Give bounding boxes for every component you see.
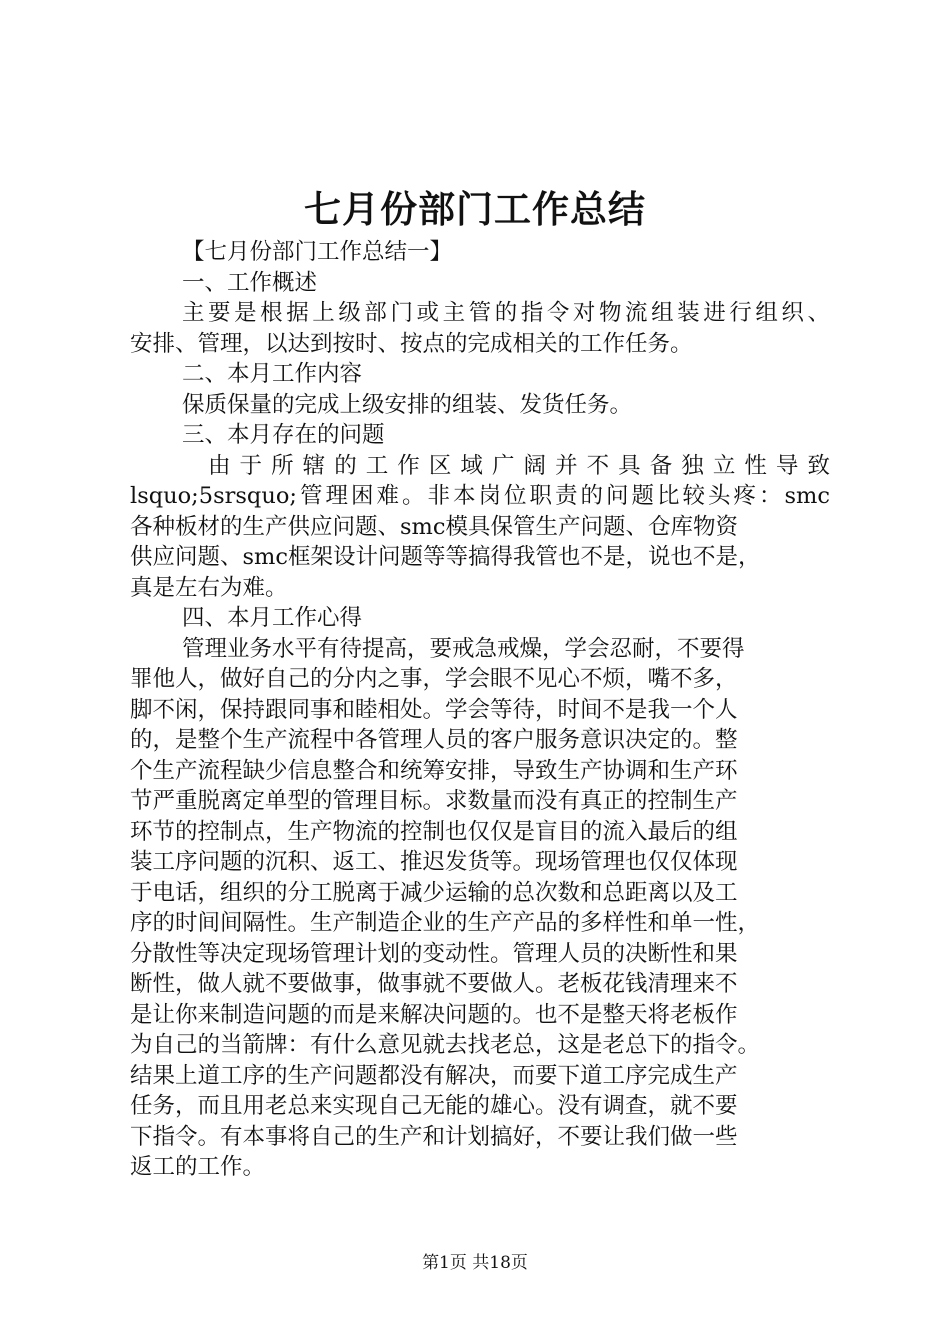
paragraph-line: 的，是整个生产流程中各管理人员的客户服务意识决定的。整 (130, 727, 738, 753)
section-heading: 四、本月工作心得 (182, 605, 363, 631)
paragraph-line: 供应问题、smc框架设计问题等等搞得我管也不是，说也不是， (130, 544, 761, 570)
paragraph-line: 结果上道工序的生产问题都没有解决，而要下道工序完成生产 (130, 1062, 738, 1089)
paragraph-line: 环节的控制点，生产物流的控制也仅仅是盲目的流入最后的组 (130, 818, 738, 845)
paragraph-line: 保质保量的完成上级安排的组装、发货任务。 (182, 391, 633, 418)
page-footer: 第1页 共18页 (422, 1253, 528, 1273)
paragraph-line: 各种板材的生产供应问题、smc模具保管生产问题、仓库物资 (130, 513, 738, 540)
paragraph-line: 罪他人，做好自己的分内之事，学会眼不见心不烦，嘴不多， (130, 666, 738, 692)
document-body (130, 237, 830, 1183)
section-heading: 三、本月存在的问题 (182, 422, 385, 448)
paragraph-line: lsquo;5srsquo;管理困难。非本岗位职责的问题比较头疼：smc (130, 483, 830, 509)
paragraph-line: 装工序问题的沉积、返工、推迟发货等。现场管理也仅仅体现 (130, 849, 738, 875)
paragraph-line: 节严重脱离定单型的管理目标。求数量而没有真正的控制生产 (130, 788, 738, 814)
section-heading: 一、工作概述 (182, 269, 318, 296)
paragraph-line: 下指令。有本事将自己的生产和计划搞好，不要让我们做一些 (130, 1123, 738, 1150)
paragraph-line: 序的时间间隔性。生产制造企业的生产产品的多样性和单一性， (130, 910, 761, 936)
section-heading: 【七月份部门工作总结一】 (182, 239, 453, 265)
paragraph-line: 于电话，组织的分工脱离于减少运输的总次数和总距离以及工 (130, 879, 738, 906)
paragraph-line: 为自己的当箭牌：有什么意见就去找老总，这是老总下的指令。 (130, 1032, 761, 1058)
page-title: 七月份部门工作总结 (304, 187, 646, 231)
paragraph-line: 分散性等决定现场管理计划的变动性。管理人员的决断性和果 (130, 940, 738, 967)
paragraph-line: 任务，而且用老总来实现自己无能的雄心。没有调查，就不要 (130, 1093, 738, 1119)
paragraph-line: 返工的工作。 (130, 1154, 266, 1180)
paragraph-line: 主要是根据上级部门或主管的指令对物流组装进行组织、 (182, 300, 830, 326)
section-heading: 二、本月工作内容 (182, 361, 363, 387)
paragraph-line: 脚不闲，保持跟同事和睦相处。学会等待，时间不是我一个人 (130, 696, 738, 723)
paragraph-line: 由于所辖的工作区域广阔并不具备独立性导致 (208, 452, 830, 479)
paragraph-line: 安排、管理，以达到按时、按点的完成相关的工作任务。 (130, 330, 693, 357)
paragraph-line: 断性，做人就不要做事，做事就不要做人。老板花钱清理来不 (130, 971, 738, 997)
paragraph-line: 是让你来制造问题的而是来解决问题的。也不是整天将老板作 (130, 1001, 738, 1028)
paragraph-line: 个生产流程缺少信息整合和统筹安排，导致生产协调和生产环 (130, 757, 738, 784)
paragraph-line: 管理业务水平有待提高，要戒急戒燥，学会忍耐，不要得 (182, 635, 745, 662)
paragraph-line: 真是左右为难。 (130, 574, 288, 601)
